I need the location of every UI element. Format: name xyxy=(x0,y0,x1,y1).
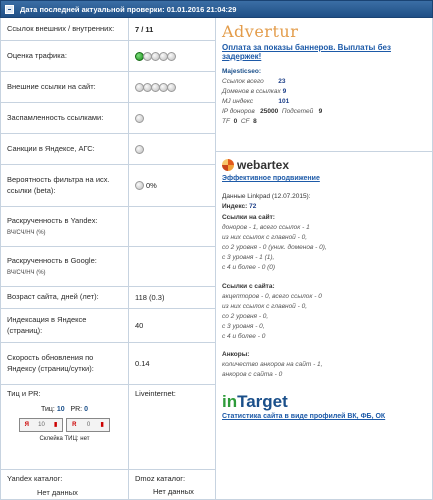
report-header xyxy=(0,0,433,18)
intarget-link[interactable]: Статистика сайта в виде профилей ВК, ФБ, ОК xyxy=(222,413,386,421)
from-site-line: акцепторов - 0, всего ссылок - 0 xyxy=(222,292,322,300)
webartex-link[interactable]: Эффективное продвижение xyxy=(222,175,320,182)
row-value: 0.14 xyxy=(129,343,216,384)
row-value: 7 / 11 xyxy=(129,18,216,40)
row-sanctions xyxy=(1,134,216,165)
to-site-title: Ссылки на сайт: xyxy=(222,214,275,222)
row-label: Внешние ссылки на сайт: xyxy=(1,72,129,102)
tic-widget xyxy=(7,405,122,443)
yandex-cy-badge[interactable]: Я 10 ▮ xyxy=(19,418,63,432)
row-sublabel: ВЧ/СЧ/НЧ (%) xyxy=(7,230,46,237)
report-frame xyxy=(0,18,433,500)
row-value: 40 xyxy=(129,309,216,342)
from-site-line: с 3 уровня - 0, xyxy=(222,322,265,330)
row-sublabel: ВЧ/СЧ/НЧ (%) xyxy=(7,270,46,277)
row-tic-pr xyxy=(1,385,216,470)
tic-caption: Тиц: xyxy=(41,406,55,414)
from-site-line: с 4 и более - 0 xyxy=(222,332,266,340)
row-age xyxy=(1,287,216,309)
row-label: Заспамленность ссылками: xyxy=(1,103,129,133)
from-site-title: Ссылки с сайта: xyxy=(222,282,275,290)
liveinternet-label: Liveinternet: xyxy=(129,385,216,469)
row-spam xyxy=(1,103,216,134)
row-label: Вероятность фильтра на исх. ссылки (beta): xyxy=(1,165,129,206)
linkpad-block: Данные Linkpad (12.07.2015): Индекс: 72 Ссылки на сайт: доноров - 1, всего ссылок - 1 из них ссылок с главной - 0, со 2 уровня - 0 (уник. доменов - 0), с 3 уровня - 1 (1), с 4 и более - 0 (0) Ссылки с сайта: акцепторов - 0, всего ссылок - 0 из них ссылок с главной - 0, со 2 уровня - 0, с 3 уровня - 0, с 4 и более - 0 Анкоры: количество анкоров на сайт - 1, анкоров с сайта - 0 xyxy=(222,192,426,380)
row-filter xyxy=(1,165,216,207)
external-links-rating xyxy=(129,72,216,102)
traffic-rating xyxy=(129,41,216,71)
yandex-catalog-value: Нет данных xyxy=(37,488,78,498)
webartex-panel xyxy=(216,152,432,448)
to-site-line: доноров - 1, всего ссылок - 1 xyxy=(222,224,310,232)
to-site-line: из них ссылок с главной - 0, xyxy=(222,234,307,242)
to-site-line: с 3 уровня - 1 (1), xyxy=(222,254,275,262)
webartex-logo-icon xyxy=(222,159,234,171)
row-label: Ссылок внешних / внутренних: xyxy=(1,18,129,40)
row-update-speed xyxy=(1,343,216,385)
advertur-link[interactable]: Оплата за показы баннеров. Выплаты без задержек! xyxy=(222,43,391,61)
row-label: Индексация в Яндексе (страниц): xyxy=(1,309,129,342)
status-dot-icon xyxy=(135,114,144,123)
row-links xyxy=(1,18,216,41)
row-catalogs xyxy=(1,470,216,500)
row-external-links xyxy=(1,72,216,103)
advertur-logo[interactable]: Advertur xyxy=(222,22,299,41)
rating-dot-icon xyxy=(167,52,176,61)
tic-label: Тиц и PR: xyxy=(7,389,41,398)
majestic-title: Majesticseo: xyxy=(222,68,262,75)
status-dot-icon xyxy=(135,145,144,154)
webartex-logo[interactable]: webartex xyxy=(222,158,426,172)
partner-column xyxy=(216,18,432,499)
yandex-catalog-label: Yandex каталог: xyxy=(7,474,63,483)
from-site-line: со 2 уровня - 0, xyxy=(222,312,269,320)
status-dot-icon xyxy=(135,181,144,190)
row-label: Скорость обновления по Яндексу (страниц/сутки): xyxy=(1,343,129,384)
row-traffic xyxy=(1,41,216,72)
intarget-logo[interactable]: inTarget xyxy=(222,392,288,412)
row-google-promo xyxy=(1,247,216,287)
tic-value: 10 xyxy=(56,406,65,414)
linkpad-title: Данные Linkpad (12.07.2015): xyxy=(222,193,311,200)
row-label: Раскрученность в Google: xyxy=(7,255,97,265)
anchors-line: анкоров с сайта - 0 xyxy=(222,371,283,378)
row-value: 118 (0.3) xyxy=(129,287,216,308)
row-yandex-promo xyxy=(1,207,216,247)
pagerank-badge[interactable]: R 0 ▮ xyxy=(66,418,110,432)
rating-dot-icon xyxy=(167,83,176,92)
majestic-block: Majesticseo: Ссылок всего 23 Доменов в ссылках 9 MJ индекс 101 IP доноров 25000 Подсетей 9 TF 0 CF 8 xyxy=(222,67,426,127)
glue-status: Склейка ТИЦ: нет xyxy=(39,435,90,442)
dmoz-catalog-label: Dmoz каталог: xyxy=(135,474,186,483)
anchors-title: Анкоры: xyxy=(222,350,250,358)
header-title: Дата последней актуальной проверки: 01.01.2016 21:04:29 xyxy=(20,4,237,14)
row-label: Оценка трафика: xyxy=(1,41,129,71)
from-site-line: из них ссылок с главной - 0, xyxy=(222,302,307,310)
intarget-block xyxy=(222,392,426,420)
anchors-line: количество анкоров на сайт - 1, xyxy=(222,360,323,368)
row-value: 0% xyxy=(146,181,157,190)
dmoz-catalog-value: Нет данных xyxy=(153,487,194,496)
to-site-line: с 4 и более - 0 (0) xyxy=(222,264,276,272)
row-label: Раскрученность в Yandex: xyxy=(7,215,98,225)
advertur-panel xyxy=(216,18,432,152)
row-indexing xyxy=(1,309,216,343)
collapse-icon[interactable] xyxy=(5,5,14,14)
row-label: Возраст сайта, дней (лет): xyxy=(1,287,129,308)
pr-value: 0 xyxy=(84,406,88,414)
pr-caption: PR: xyxy=(70,406,83,414)
row-label: Санкции в Яндексе, АГС: xyxy=(1,134,129,164)
to-site-line: со 2 уровня - 0 (уник. доменов - 0), xyxy=(222,244,327,252)
